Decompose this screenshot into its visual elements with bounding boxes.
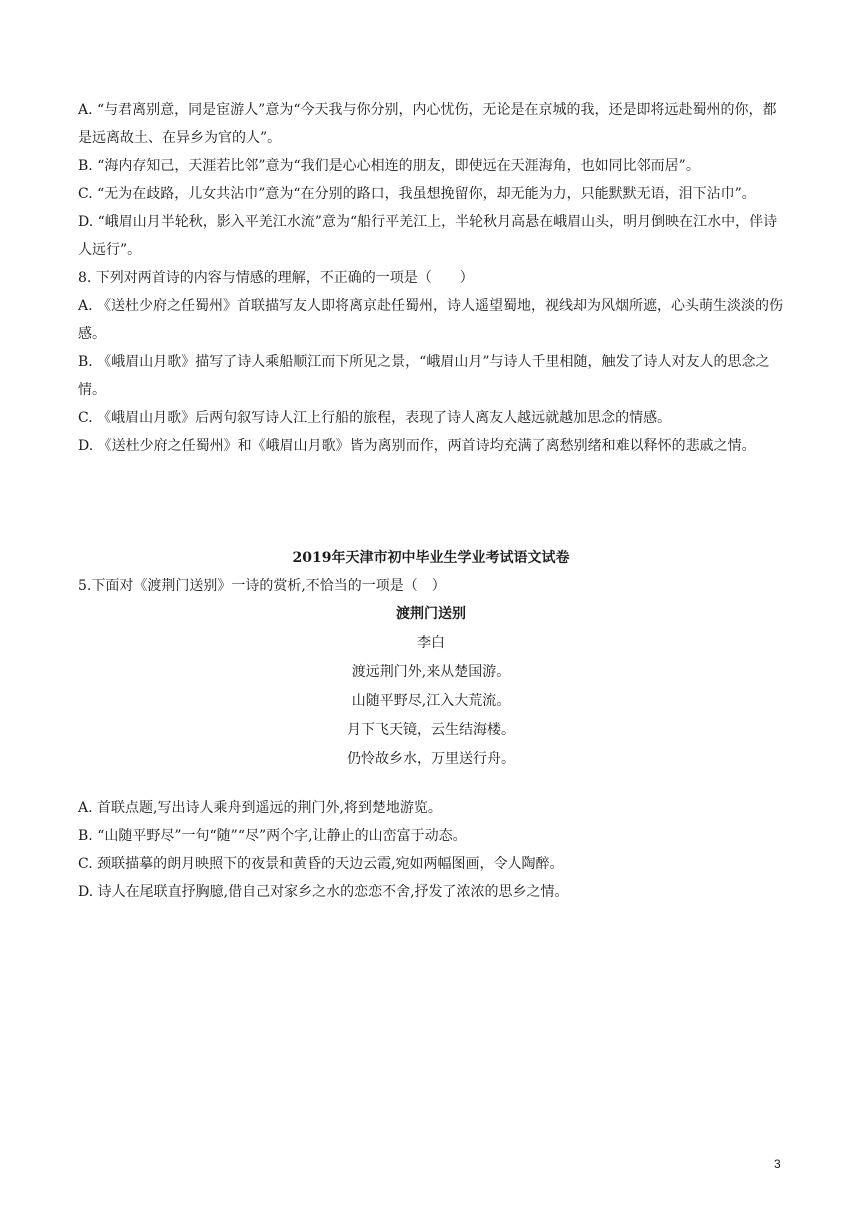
question8-option-c: C. 《峨眉山月歌》后两句叙写诗人江上行船的旅程，表现了诗人离友人越远就越加思念的情感。 <box>78 410 672 426</box>
poem-line-3: 月下飞天镜，云生结海楼。 <box>347 722 515 738</box>
poem-gap <box>78 774 784 794</box>
question7-option-b: B. “海内存知己，天涯若比邻”意为“我们是心心相连的朋友，即使远在天涯海角，也如同比邻而居”。 <box>78 158 700 174</box>
question5-option-d: D. 诗人在尾联直抒胸臆,借自己对家乡之水的恋恋不舍,抒发了浓浓的思乡之情。 <box>78 884 569 900</box>
poem-title: 渡荆门送别 <box>396 606 466 622</box>
question8-option-a: A. 《送杜少府之任蜀州》首联描写友人即将离京赴任蜀州，诗人遥望蜀地，视线却为风烟所遮，心头萌生淡淡的伤感。 <box>78 298 784 342</box>
question5-stem: 5.下面对《渡荆门送别》一诗的赏析,不恰当的一项是（ ） <box>78 578 446 594</box>
question5-option-c: C. 颈联描摹的朗月映照下的夜景和黄昏的天边云霞,宛如两幅图画，令人陶醉。 <box>78 856 564 872</box>
question7-option-d: D. “峨眉山月半轮秋，影入平羌江水流”意为“船行平羌江上，半轮秋月高悬在峨眉山头，明月倒映在江水中，伴诗人远行”。 <box>78 214 778 258</box>
question8-option-d: D. 《送杜少府之任蜀州》和《峨眉山月歌》皆为离别而作，两首诗均充满了离愁别绪和难以释怀的悲戚之情。 <box>78 438 756 454</box>
poem-line-1: 渡远荆门外,来从楚国游。 <box>351 664 511 680</box>
question7-option-c: C. “无为在歧路，儿女共沾巾”意为“在分别的路口，我虽想挽留你，却无能为力，只能默默无语，泪下沾巾”。 <box>78 186 756 202</box>
exam-title: 2019年天津市初中毕业生学业考试语文试卷 <box>292 550 570 566</box>
section-gap <box>78 460 784 544</box>
question8-stem: 8. 下列对两首诗的内容与情感的理解，不正确的一项是（ ） <box>78 270 474 286</box>
poem-author: 李白 <box>417 635 445 651</box>
question5-option-a: A. 首联点题,写出诗人乘舟到遥远的荆门外,将到楚地游览。 <box>78 800 442 816</box>
question5-option-b: B. “山随平野尽”一句“随”“尽”两个字,让静止的山峦富于动态。 <box>78 828 467 844</box>
poem-line-4: 仍怜故乡水，万里送行舟。 <box>347 751 515 767</box>
poem-line-2: 山随平野尽,江入大荒流。 <box>351 693 511 709</box>
document-page <box>78 96 784 906</box>
page-number: 3 <box>774 1157 781 1171</box>
question7-option-a: A. “与君离别意，同是宦游人”意为“今天我与你分别，内心忧伤，无论是在京城的我，还是即将远赴蜀州的你，都是远离故土、在异乡为官的人”。 <box>78 102 777 146</box>
question8-option-b: B. 《峨眉山月歌》描写了诗人乘船顺江而下所见之景，“峨眉山月”与诗人千里相随，触发了诗人对友人的思念之情。 <box>78 354 770 398</box>
